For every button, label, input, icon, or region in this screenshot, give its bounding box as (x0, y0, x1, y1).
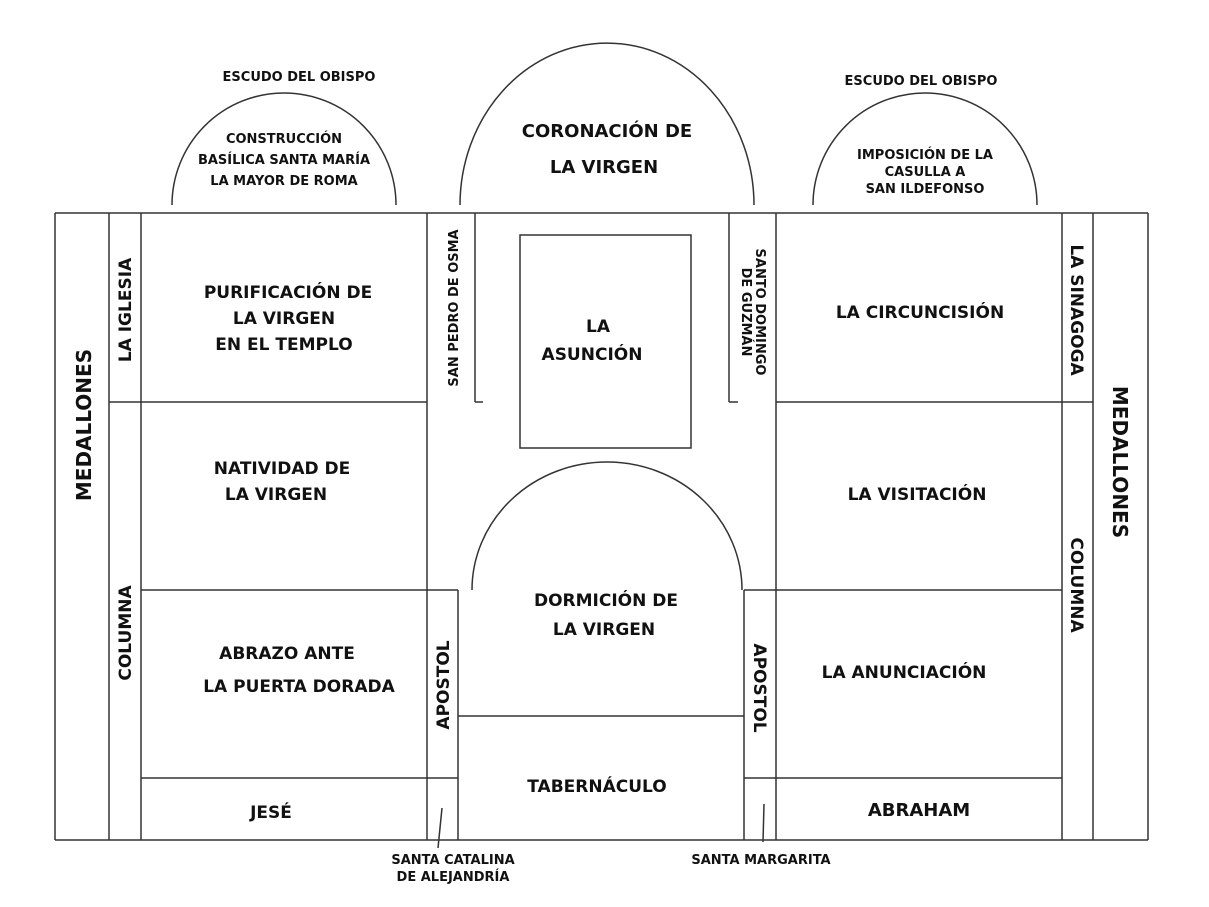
la-iglesia-label: LA IGLESIA (116, 257, 136, 363)
arch-center-line-2: LA VIRGEN (549, 157, 659, 178)
santa-catalina-line-1: SANTA CATALINA (391, 853, 515, 868)
arch-right-line-1: IMPOSICIÓN DE LA (857, 148, 993, 163)
dormicion-line-1: DORMICIÓN DE (533, 591, 679, 611)
jese-label: JESÉ (250, 803, 292, 823)
san-pedro-label: SAN PEDRO DE OSMA (447, 229, 462, 387)
natividad-line-2: LA VIRGEN (224, 485, 328, 505)
abraham-label: ABRAHAM (867, 800, 971, 821)
asuncion-line-1: LA (586, 317, 610, 337)
columna-right-label: COLUMNA (1066, 537, 1086, 633)
arch-left-line-2: BASÍLICA SANTA MARÍA (197, 153, 371, 168)
abrazo-line-2: LA PUERTA DORADA (203, 677, 395, 697)
arch-center-line-1: CORONACIÓN DE (521, 121, 693, 142)
visitacion-label: LA VISITACIÓN (847, 485, 987, 505)
medallones-left-label: MEDALLONES (72, 348, 96, 502)
santo-domingo-line-2: DE GUZMÁN (738, 267, 753, 357)
anunciacion-label: LA ANUNCIACIÓN (821, 663, 987, 683)
purificacion-line-2: LA VIRGEN (232, 309, 336, 329)
santo-domingo-line-1: SANTO DOMINGO (752, 248, 767, 376)
escudo-left-label: ESCUDO DEL OBISPO (222, 70, 376, 85)
la-sinagoga-label: LA SINAGOGA (1066, 244, 1086, 376)
purificacion-line-3: EN EL TEMPLO (215, 335, 353, 355)
santa-catalina-line-2: DE ALEJANDRÍA (396, 870, 510, 885)
purificacion-line-1: PURIFICACIÓN DE (203, 283, 373, 303)
arch-dormicion (472, 462, 742, 590)
tabernaculo-label: TABERNÁCULO (527, 777, 667, 797)
medallones-right-label: MEDALLONES (1108, 385, 1132, 539)
arch-left-line-3: LA MAYOR DE ROMA (210, 174, 358, 189)
santa-margarita-label: SANTA MARGARITA (691, 853, 831, 868)
abrazo-line-1: ABRAZO ANTE (219, 644, 355, 664)
apostol-left-label: APOSTOL (434, 640, 454, 730)
arch-left-line-1: CONSTRUCCIÓN (225, 132, 343, 147)
asuncion-line-2: ASUNCIÓN (541, 345, 643, 365)
apostol-right-label: APOSTOL (749, 643, 769, 733)
natividad-line-1: NATIVIDAD DE (213, 459, 351, 479)
escudo-right-label: ESCUDO DEL OBISPO (844, 74, 998, 89)
arch-right-line-3: SAN ILDEFONSO (865, 182, 985, 197)
pointer-santa-margarita (763, 804, 764, 842)
columna-left-label: COLUMNA (116, 585, 136, 681)
arch-right-line-2: CASULLA A (884, 165, 966, 180)
circuncision-label: LA CIRCUNCISIÓN (835, 303, 1005, 323)
pointer-santa-catalina (438, 808, 442, 848)
dormicion-line-2: LA VIRGEN (552, 620, 656, 640)
asuncion-box (520, 235, 691, 448)
